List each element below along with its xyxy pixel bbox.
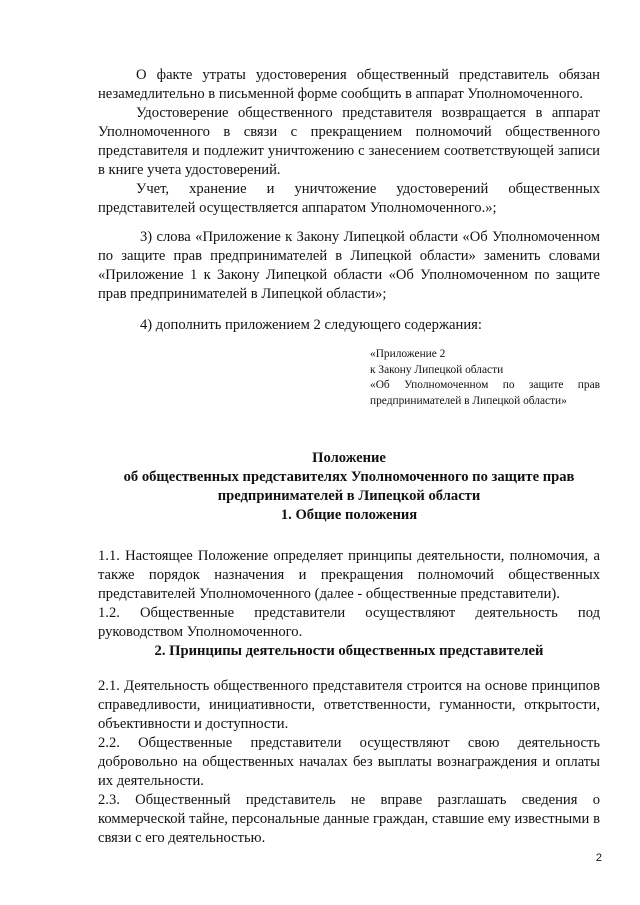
regulation-title-line-2: об общественных представителях Уполномоченного по защите прав предпринимателей в Липецкой области bbox=[123, 469, 575, 505]
paragraph-loss-notice: О факте утраты удостоверения общественный представитель обязан незамедлительно в письменной форме сообщить в аппарат Уполномоченного. bbox=[98, 67, 600, 102]
paragraph-record-keeping: Учет, хранение и уничтожение удостоверений общественных представителей осуществляется аппаратом Уполномоченного.»; bbox=[98, 181, 600, 216]
page-number: 2 bbox=[595, 852, 602, 864]
document-page bbox=[98, 66, 600, 848]
paragraph-amendment-4: 4) дополнить приложением 2 следующего содержания: bbox=[140, 317, 482, 333]
regulation-title bbox=[98, 449, 600, 506]
section-2-item-3: 2.3. Общественный представитель не вправе разглашать сведения о коммерческой тайне, персональные данные граждан, ставшие ему известными в связи с его деятельностью. bbox=[98, 792, 600, 847]
regulation-title-line-1: Положение bbox=[312, 450, 386, 467]
appendix-reference bbox=[370, 347, 600, 409]
appendix-line-3: «Об Уполномоченном по защите прав предпринимателей в Липецкой области» bbox=[370, 379, 600, 407]
section-1-item-1: 1.1. Настоящее Положение определяет принципы деятельности, полномочия, а также порядок назначения и прекращения полномочий общественных представителей Уполномоченного (далее - общественные представители). bbox=[98, 548, 600, 603]
section-1-heading: 1. Общие положения bbox=[280, 507, 418, 524]
section-2-item-2: 2.2. Общественные представители осуществляют свою деятельность добровольно на общественных началах без выплаты вознаграждения и оплаты их деятельности. bbox=[98, 735, 600, 790]
paragraph-return-certificate: Удостоверение общественного представителя возвращается в аппарат Уполномоченного в связи с прекращением полномочий общественного представителя и подлежит уничтожению с занесением соответствующей записи в книге учета удостоверений. bbox=[98, 105, 600, 178]
appendix-line-2: к Закону Липецкой области bbox=[370, 363, 504, 376]
section-1-item-2: 1.2. Общественные представители осуществляют деятельность под руководством Уполномоченного. bbox=[98, 605, 600, 641]
section-2-heading: 2. Принципы деятельности общественных представителей bbox=[154, 643, 544, 660]
appendix-line-1: «Приложение 2 bbox=[370, 348, 446, 360]
section-2-item-1: 2.1. Деятельность общественного представителя строится на основе принципов справедливости, инициативности, ответственности, гуманности, открытости, объективности и доступности. bbox=[98, 678, 600, 733]
paragraph-amendment-3: 3) слова «Приложение к Закону Липецкой области «Об Уполномоченном по защите прав предпринимателей в Липецкой области» заменить словами «Приложение 1 к Закону Липецкой области «Об Уполномоченном по защите прав предпринимателей в Липецкой области»; bbox=[98, 229, 600, 302]
